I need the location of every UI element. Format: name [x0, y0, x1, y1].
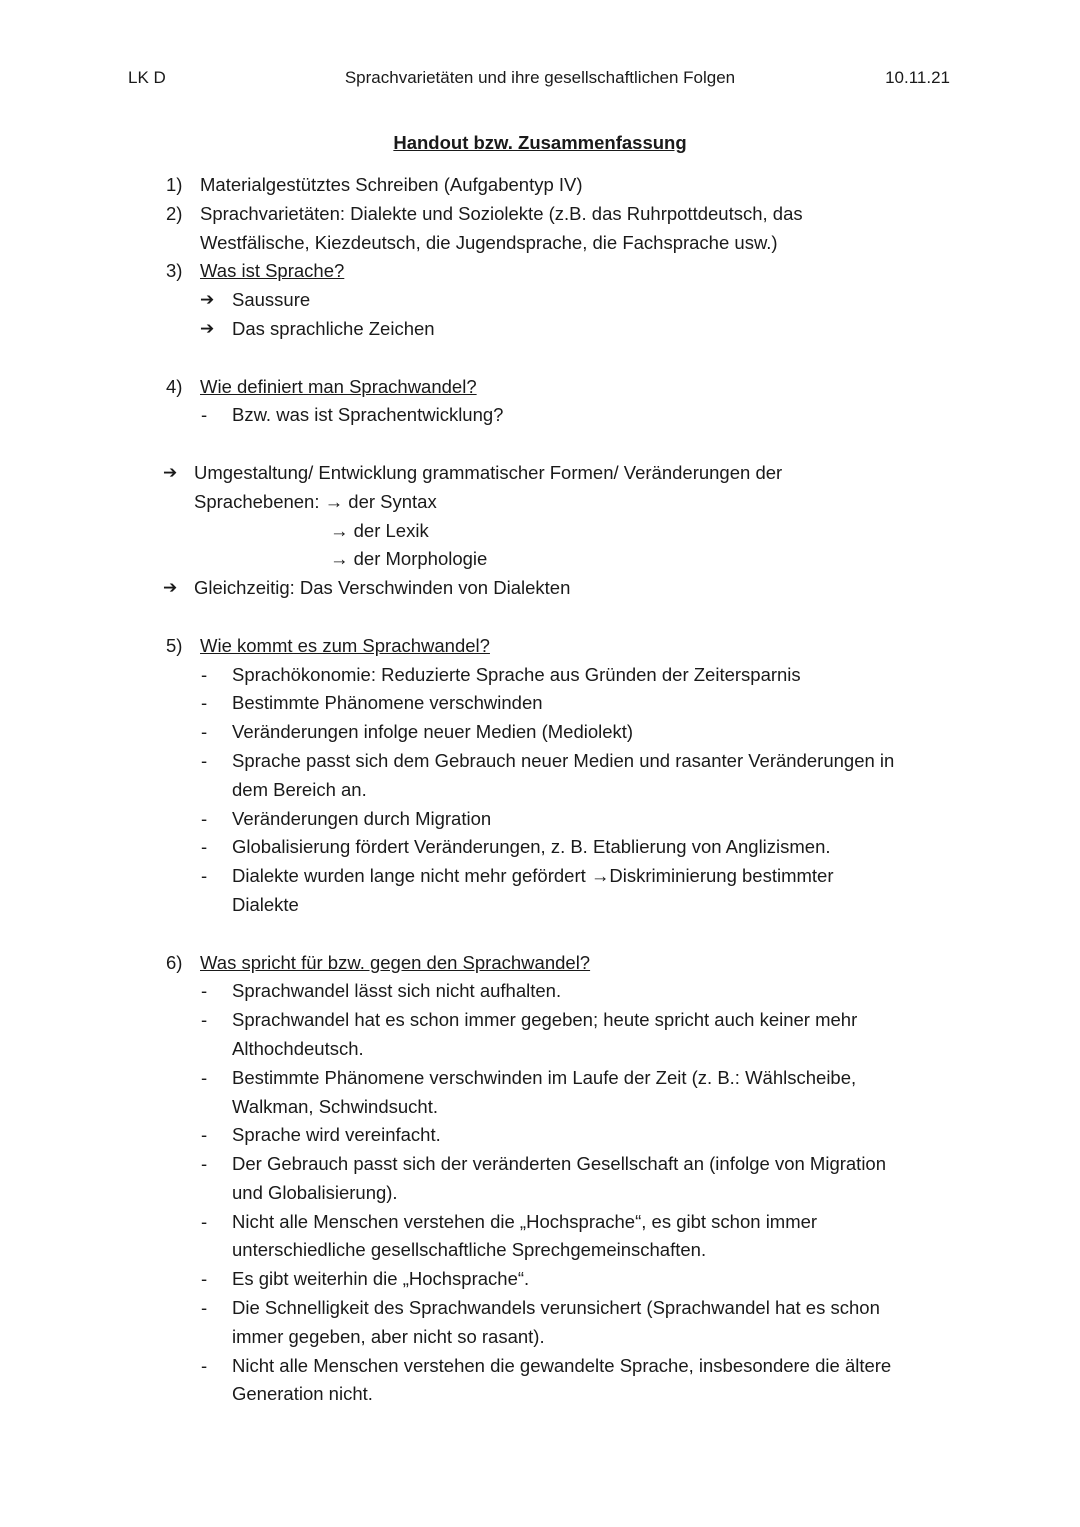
list-item-text: Sprache wird vereinfacht.	[232, 1124, 441, 1146]
section-text: Materialgestütztes Schreiben (Aufgabentyp IV)	[200, 174, 583, 195]
section-text: Sprachvarietäten: Dialekte und Soziolekte (z.B. das Ruhrpottdeutsch, das	[200, 202, 803, 224]
list-item	[0, 1294, 1080, 1323]
list-item	[0, 1150, 1080, 1179]
section-2	[0, 200, 1080, 229]
list-item-text: Bestimmte Phänomene verschwinden	[232, 692, 543, 714]
list-item-text: und Globalisierung).	[232, 1181, 398, 1203]
page-title: Handout bzw. Zusammenfassung	[393, 132, 687, 153]
list-item	[0, 1265, 1080, 1294]
language-level: der Lexik	[353, 519, 429, 541]
section-3	[0, 257, 1080, 286]
arrow-icon: ➔	[200, 318, 215, 338]
dash-bullet: -	[201, 721, 208, 743]
dash-bullet: -	[201, 865, 208, 887]
section-number: 4)	[166, 375, 183, 397]
section-number: 5)	[166, 634, 183, 656]
list-item	[0, 1208, 1080, 1237]
list-item	[0, 1352, 1080, 1381]
list-item-continued	[0, 1236, 1080, 1265]
list-item-text: Generation nicht.	[232, 1383, 373, 1405]
summary-text: Umgestaltung/ Entwicklung grammatischer Formen/ Veränderungen der	[194, 461, 783, 483]
page-header	[0, 64, 1080, 92]
dash-bullet: -	[201, 1153, 208, 1175]
arrow-icon: ➔	[200, 290, 215, 310]
list-item-text: Bestimmte Phänomene verschwinden im Laufe der Zeit (z. B.: Wählscheibe,	[232, 1066, 857, 1088]
list-item-text: Veränderungen durch Migration	[232, 807, 492, 829]
dash-bullet: -	[201, 692, 208, 714]
list-item	[0, 401, 1080, 430]
list-item	[0, 805, 1080, 834]
summary-label: Sprachebenen:	[194, 490, 320, 512]
dash-bullet: -	[201, 1297, 208, 1319]
list-item-text: unterschiedliche gesellschaftliche Sprechgemeinschaften.	[232, 1239, 707, 1261]
dash-bullet: -	[201, 404, 208, 426]
list-item-text: immer gegeben, aber nicht so rasant).	[232, 1325, 545, 1347]
list-item-text: Sprachwandel hat es schon immer gegeben; heute spricht auch keiner mehr	[232, 1009, 858, 1031]
list-item-text: Dialekte	[232, 893, 299, 915]
section-1	[0, 171, 1080, 200]
summary-line	[0, 517, 1080, 546]
list-item	[0, 747, 1080, 776]
summary-line	[0, 488, 1080, 517]
list-item	[0, 977, 1080, 1006]
dash-bullet: -	[201, 749, 208, 771]
section-number: 1)	[166, 174, 183, 195]
list-item	[0, 661, 1080, 690]
dash-bullet: -	[201, 1124, 208, 1146]
list-item	[0, 689, 1080, 718]
list-item-text: Es gibt weiterhin die „Hochsprache“.	[232, 1268, 530, 1290]
thin-arrow-icon: →	[330, 519, 349, 541]
list-item	[0, 315, 1080, 344]
dash-bullet: -	[201, 1268, 208, 1290]
dash-bullet: -	[201, 836, 208, 858]
list-item-text: Sprachökonomie: Reduzierte Sprache aus Gründen der Zeitersparnis	[232, 663, 801, 685]
dash-bullet: -	[201, 807, 208, 829]
list-item-text: Der Gebrauch passt sich der veränderten Gesellschaft an (infolge von Migration	[232, 1153, 887, 1175]
dash-bullet: -	[201, 1009, 208, 1031]
list-item-continued	[0, 1323, 1080, 1352]
list-item	[0, 286, 1080, 315]
topic-title: Sprachvarietäten und ihre gesellschaftlichen Folgen	[344, 68, 736, 87]
section-5	[0, 632, 1080, 661]
summary-line	[0, 459, 1080, 488]
arrow-icon: ➔	[163, 578, 178, 598]
section-title: Wie kommt es zum Sprachwandel?	[200, 634, 490, 656]
list-item-text: Die Schnelligkeit des Sprachwandels verunsichert (Sprachwandel hat es schon	[232, 1297, 880, 1319]
arrow-icon: ➔	[163, 462, 178, 482]
section-4	[0, 373, 1080, 402]
language-level: der Syntax	[348, 490, 437, 512]
section-title: Was spricht für bzw. gegen den Sprachwandel?	[200, 951, 591, 973]
summary-line	[0, 545, 1080, 574]
date-label: 10.11.21	[885, 68, 950, 87]
section-2-continued	[0, 229, 1080, 258]
list-item	[0, 1064, 1080, 1093]
section-number: 6)	[166, 951, 183, 973]
list-item-text: Nicht alle Menschen verstehen die gewandelte Sprache, insbesondere die ältere	[232, 1354, 892, 1376]
list-item	[0, 833, 1080, 862]
section-title: Wie definiert man Sprachwandel?	[200, 375, 477, 397]
list-item-text: Das sprachliche Zeichen	[232, 317, 435, 339]
list-item	[0, 862, 1080, 891]
section-number: 2)	[166, 202, 183, 224]
thin-arrow-icon: →	[330, 548, 349, 570]
course-label: LK D	[128, 68, 166, 87]
dash-bullet: -	[201, 1354, 208, 1376]
list-item-continued	[0, 776, 1080, 805]
list-item	[0, 718, 1080, 747]
list-item-continued	[0, 1093, 1080, 1122]
list-item-text: Globalisierung fördert Veränderungen, z. B. Etablierung von Anglizismen.	[232, 836, 831, 858]
list-item-continued	[0, 1179, 1080, 1208]
list-item-text: dem Bereich an.	[232, 778, 367, 800]
section-title: Was ist Sprache?	[200, 260, 345, 282]
list-item-text: Sprachwandel lässt sich nicht aufhalten.	[232, 980, 562, 1002]
dash-bullet: -	[201, 980, 208, 1002]
list-item-continued	[0, 1380, 1080, 1409]
list-item-text: Veränderungen infolge neuer Medien (Mediolekt)	[232, 721, 634, 743]
thin-arrow-icon: →	[324, 490, 344, 512]
list-item-text: Nicht alle Menschen verstehen die „Hochsprache“, es gibt schon immer	[232, 1210, 818, 1232]
list-item	[0, 1121, 1080, 1150]
list-item-text: Bzw. was ist Sprachentwicklung?	[232, 404, 504, 426]
section-number: 3)	[166, 260, 183, 282]
section-text: Westfälische, Kiezdeutsch, die Jugendsprache, die Fachsprache usw.)	[200, 231, 778, 253]
list-item-continued	[0, 1035, 1080, 1064]
summary-text: Gleichzeitig: Das Verschwinden von Dialekten	[194, 577, 571, 599]
list-item	[0, 1006, 1080, 1035]
summary-line	[0, 574, 1080, 603]
dash-bullet: -	[201, 1066, 208, 1088]
dash-bullet: -	[201, 663, 208, 685]
list-item-continued	[0, 891, 1080, 920]
list-item-text: Althochdeutsch.	[232, 1037, 364, 1059]
list-item-text: Walkman, Schwindsucht.	[232, 1095, 438, 1117]
list-item-text: Sprache passt sich dem Gebrauch neuer Medien und rasanter Veränderungen in	[232, 749, 895, 771]
section-6	[0, 949, 1080, 978]
list-item-text: Saussure	[232, 289, 311, 311]
document-body	[0, 171, 1080, 1409]
language-level: der Morphologie	[353, 548, 488, 570]
dash-bullet: -	[201, 1210, 208, 1232]
list-item-text: Dialekte wurden lange nicht mehr gefördert →Diskriminierung bestimmter	[232, 865, 834, 887]
